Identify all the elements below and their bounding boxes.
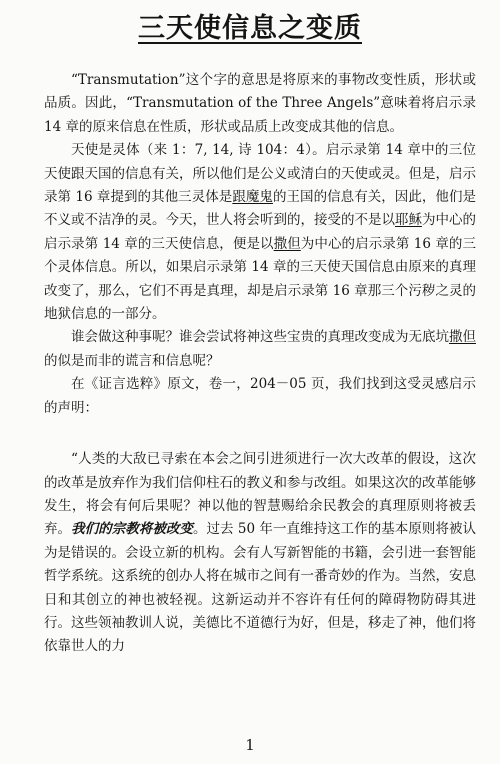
block-quotation (44, 448, 476, 659)
text-run: 谁会做这种事呢？谁会尝试将神这些宝贵的真理改变成为无底坑 (71, 329, 449, 346)
page-number: 1 (245, 736, 255, 754)
paragraph-angels-are-spirits (44, 139, 476, 326)
underlined-term: 耶稣 (395, 212, 422, 229)
text-run: 。过去 50 年一直维持这工作的基本原则将被认为是错误的。会设立新的机构。会有人写新智能的书籍，会引进一套智能哲学系统。这系统的创办人将在城市之间有一番奇妙的作为。当然，安息日和其创立的神也被轻视。这新运动并不容许有任何的障碍物防碍其进行。这些领袖教训人说，美德比不道德行为好，但是，移走了神，他们将依靠世人的力 (44, 521, 477, 655)
document-body (44, 69, 476, 659)
underlined-term: 跟魔鬼 (232, 189, 273, 206)
text-run: 在《证言选粹》原文，卷一，204－05 页，我们找到这受灵感启示的声明： (44, 376, 476, 416)
text-run: 天使是灵体（来 1：7, 14, 诗 104：4）。启示录第 14 章中的三位天使跟天国的信息有关，所以他们是公义或清白的天使或灵。但是，启示录第 16 章提到的其他三灵体是 (44, 142, 476, 206)
text-run: 的王国的信息有关，因此，他们是不义或不洁净的灵。今天，世人将会听到的，接受的不是以 (44, 189, 477, 229)
paragraph-transmutation-definition (44, 69, 476, 139)
text-run: 的似是而非的谎言和信息呢？ (44, 352, 220, 369)
text-run: 为中心的启示录第 16 章的三个灵体信息。所以，如果启示录第 14 章的三天使天国信息由原来的真理改变了，那么，它们不再是真理，却是启示录第 16 章那三个污秽之灵的地狱信息的一部分。 (44, 235, 477, 323)
text-run: “Transmutation”这个字的意思是将原来的事物改变性质，形状或品质。因此，“Transmutation of the Three Angels”意味着将启示录 14 章的原来信息在性质，形状或品质上改变成其他的信息。 (44, 72, 476, 135)
underlined-term: 撒但 (273, 235, 301, 252)
paragraph-testimonies-reference (44, 373, 476, 420)
emphasized-text: 我们的宗教将被改变 (71, 521, 193, 538)
text-run: 为中心的启示录第 14 章的三天使信息，便是以 (44, 212, 476, 252)
underlined-term: 撒但 (449, 329, 476, 346)
text-run: “人类的大敌已寻索在本会之间引进须进行一次大改革的假设，这次的改革是放弃作为我们信仰柱石的教义和参与改组。如果这次的改革能够发生，将会有何后果呢？神以他的智慧赐给余民教会的真理原则将被丢弃。 (44, 451, 476, 538)
document-title (0, 12, 500, 46)
paragraph-who-would-do-this (44, 326, 476, 373)
document-title-text: 三天使信息之变质 (138, 13, 362, 44)
